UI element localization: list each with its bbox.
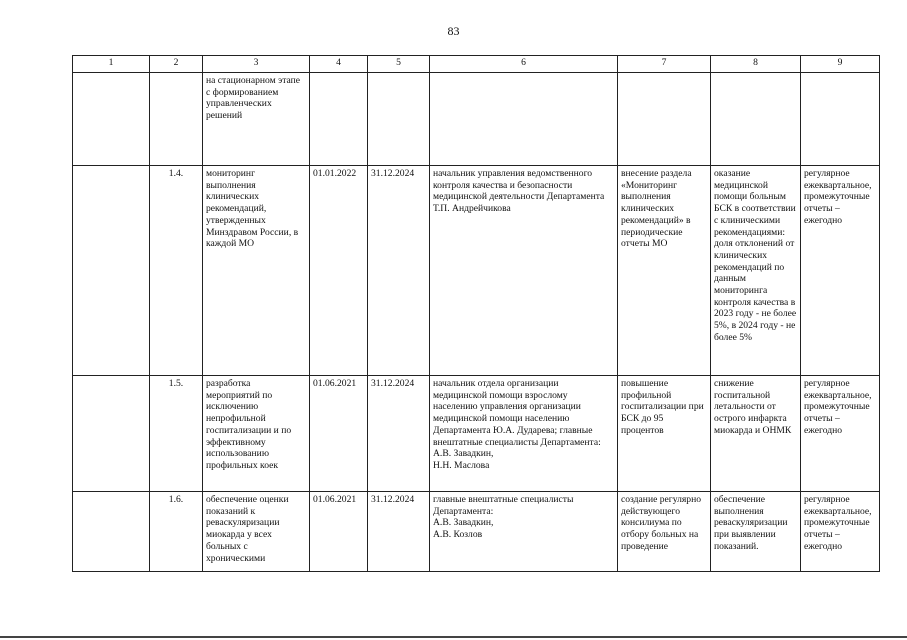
page-number: 83 [447,24,460,38]
table-cell: 1.4. [150,166,203,376]
table-cell: регулярное ежеквартальное, промежуточные отчеты – ежегодно [801,492,880,572]
table-cell: начальник управления ведомственного контроля качества и безопасности медицинской деятельности Департамента Т.П. Андрейчикова [430,166,618,376]
column-header: 9 [801,56,880,73]
table-cell: 01.01.2022 [310,166,368,376]
table-cell: оказание медицинской помощи больным БСК в соответствии с клиническими рекомендациями: доля отклонений от клинических рекомендаций по данным мониторинга контроля качества в 2023 году - не более 5%, в 2024 году - не более 5% [711,166,801,376]
table-row [73,73,880,166]
table-cell [73,376,150,492]
table-cell: 01.06.2021 [310,492,368,572]
table-cell: 1.6. [150,492,203,572]
table-cell: мониторинг выполнения клинических рекомендаций, утвержденных Минздравом России, в каждой МО [203,166,310,376]
column-header: 1 [73,56,150,73]
column-header: 5 [368,56,430,73]
table-cell [73,166,150,376]
table-cell: 31.12.2024 [368,166,430,376]
table-cell: начальник отдела организации медицинской помощи взрослому населению управления организации медицинской помощи населению Департамента Ю.А. Дударева; главные внештатные специалисты Департамента: А.В. Завадкин, Н.Н. Маслова [430,376,618,492]
table-cell [310,73,368,166]
table-cell [150,73,203,166]
table-cell: 31.12.2024 [368,492,430,572]
table-cell: 31.12.2024 [368,376,430,492]
table-cell: регулярное ежеквартальное, промежуточные отчеты – ежегодно [801,376,880,492]
table-row [73,376,880,492]
table-cell: главные внештатные специалисты Департамента: А.В. Завадкин, А.В. Козлов [430,492,618,572]
table-cell: регулярное ежеквартальное, промежуточные отчеты – ежегодно [801,166,880,376]
table-cell [368,73,430,166]
column-header: 7 [618,56,711,73]
table-cell: 1.5. [150,376,203,492]
table-cell: 01.06.2021 [310,376,368,492]
table-cell: на стационарном этапе с формированием управленческих решений [203,73,310,166]
scan-edge-line [0,636,907,638]
table-cell: внесение раздела «Мониторинг выполнения клинических рекомендаций» в периодические отчеты МО [618,166,711,376]
table-cell [430,73,618,166]
column-header: 3 [203,56,310,73]
column-header: 4 [310,56,368,73]
table-cell [73,492,150,572]
table-cell [801,73,880,166]
column-header: 2 [150,56,203,73]
table-cell: повышение профильной госпитализации при БСК до 95 процентов [618,376,711,492]
column-header: 8 [711,56,801,73]
table-cell [711,73,801,166]
plan-table [72,55,880,572]
table-cell: обеспечение выполнения реваскуляризации при выявлении показаний. [711,492,801,572]
column-header: 6 [430,56,618,73]
table-cell [618,73,711,166]
table-cell [73,73,150,166]
table-cell: обеспечение оценки показаний к реваскуляризации миокарда у всех больных с хроническими [203,492,310,572]
table-cell: разработка мероприятий по исключению непрофильной госпитализации и по эффективному использованию профильных коек [203,376,310,492]
table-cell: снижение госпитальной летальности от острого инфаркта миокарда и ОНМК [711,376,801,492]
table-row [73,166,880,376]
table-cell: создание регулярно действующего консилиума по отбору больных на проведение [618,492,711,572]
header-row [73,56,880,73]
table-row [73,492,880,572]
